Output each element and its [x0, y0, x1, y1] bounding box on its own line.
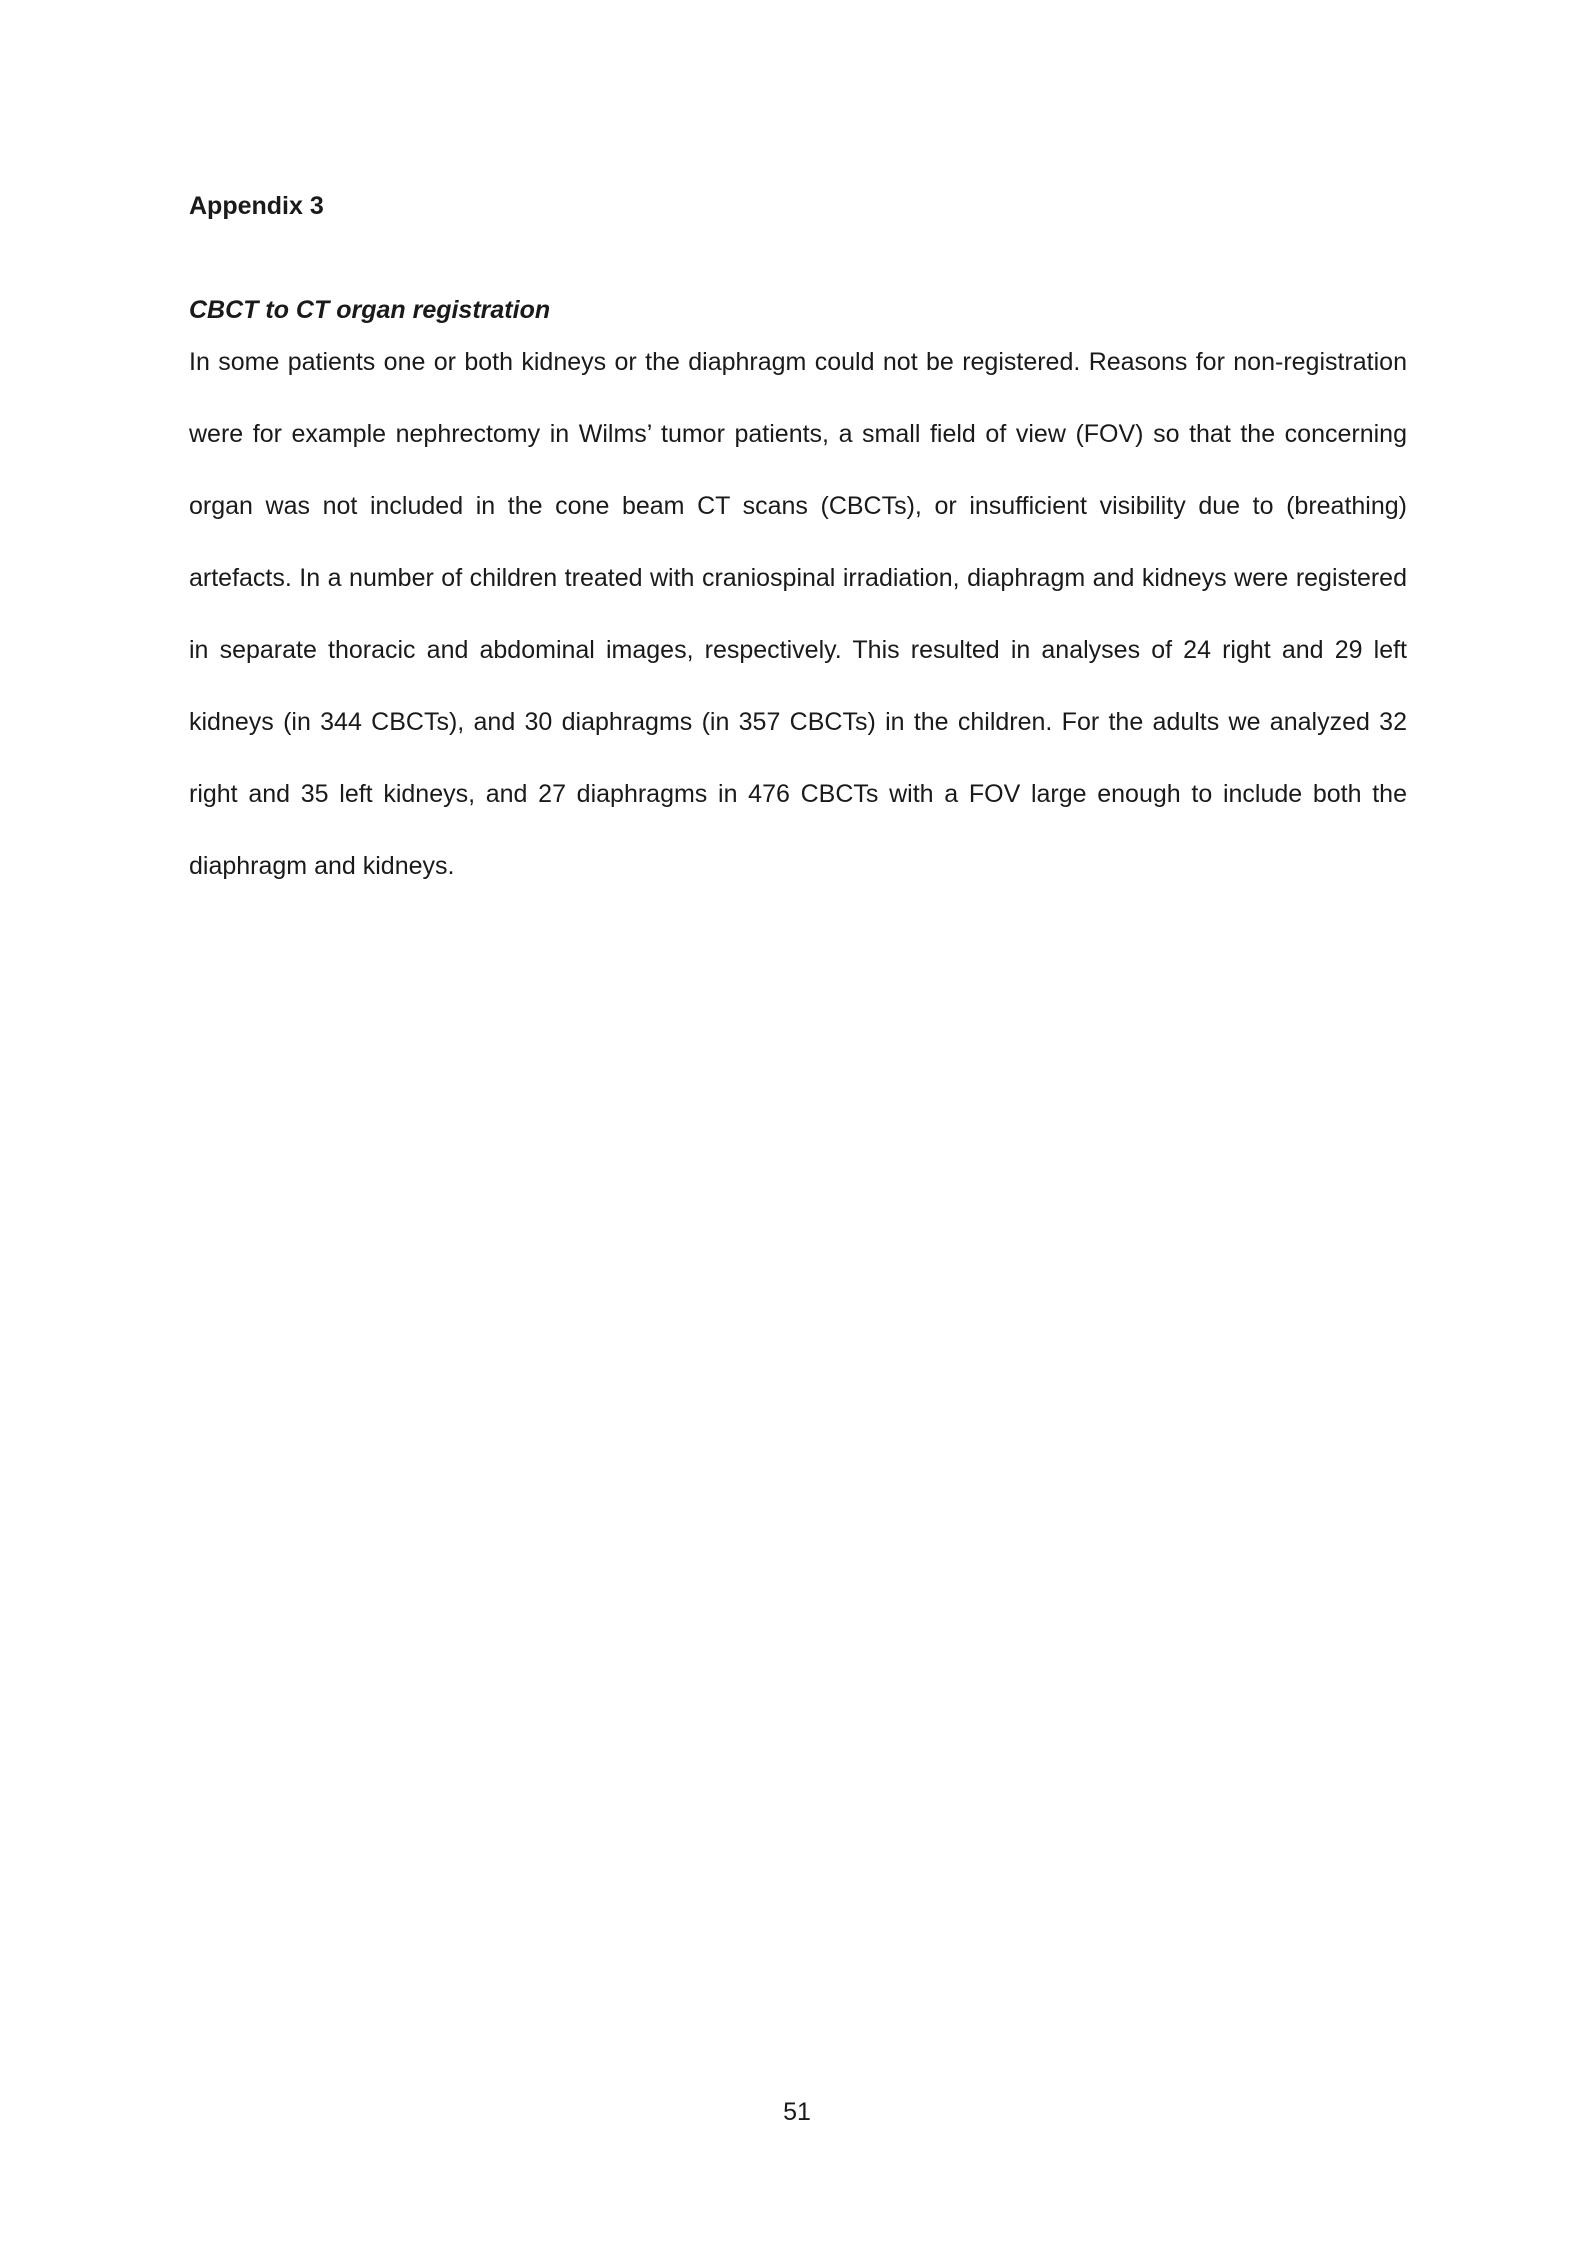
appendix-heading: Appendix 3	[189, 192, 324, 220]
page-number: 51	[783, 2098, 811, 2126]
page-content	[189, 188, 1407, 904]
body-paragraph: In some patients one or both kidneys or the diaphragm could not be registered. Reasons for non-registration were for example nephrectomy in Wilms’ tumor patients, a small field of view (FOV) so that the concerning organ was not included in the cone beam CT scans (CBCTs), or insufficient visibility due to (breathing) artefacts. In a number of children treated with craniospinal irradiation, diaphragm and kidneys were registered in separate thoracic and abdominal images, respectively. This resulted in analyses of 24 right and 29 left kidneys (in 344 CBCTs), and 30 diaphragms (in 357 CBCTs) in the children. For the adults we analyzed 32 right and 35 left kidneys, and 27 diaphragms in 476 CBCTs with a FOV large enough to include both the diaphragm and kidneys.	[189, 348, 1407, 880]
section-subheading: CBCT to CT organ registration	[189, 296, 551, 324]
